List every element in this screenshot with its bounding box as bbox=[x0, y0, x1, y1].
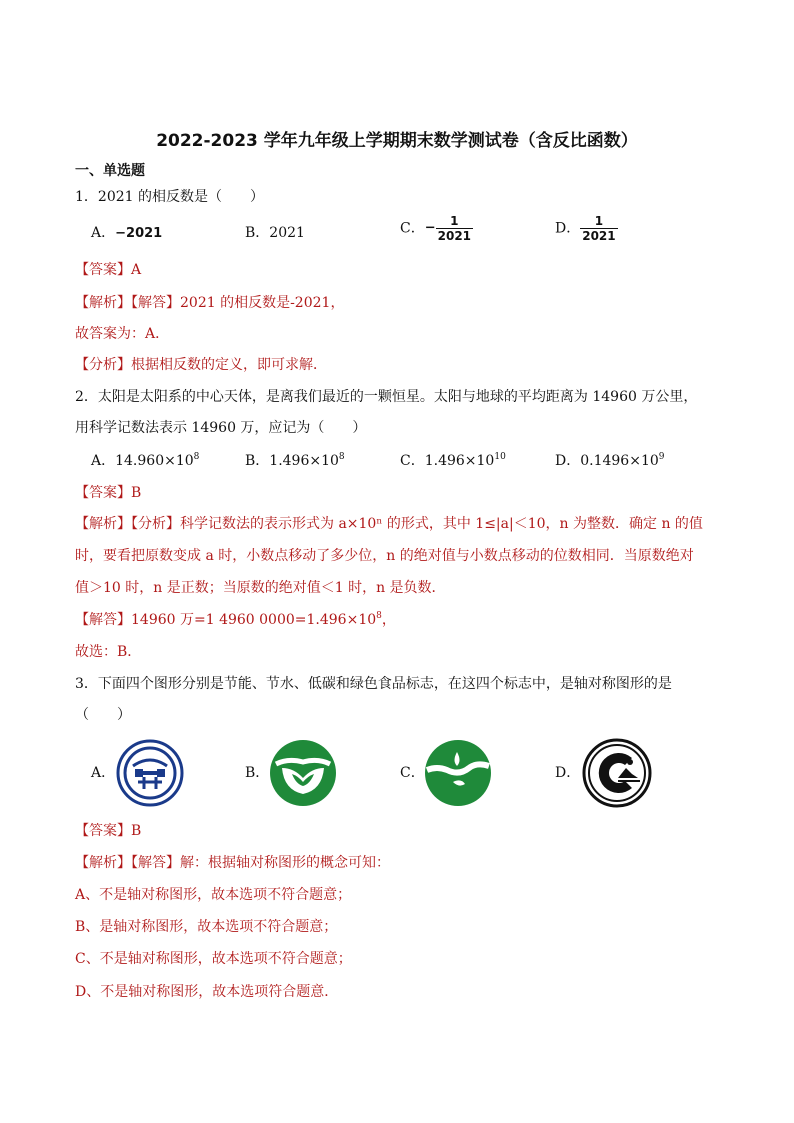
q1-analysis-line: 【解析】【解答】2021 的相反数是-2021， bbox=[75, 295, 345, 311]
q1-option-c-fraction: $\frac{1}{2021}$ bbox=[437, 214, 472, 243]
q3-answer: 【答案】B bbox=[75, 823, 142, 839]
page-title: 2022-2023 学年九年级上学期期末数学测试卷（含反比函数） bbox=[156, 131, 638, 151]
q3-analysis-line: B、是轴对称图形，故本选项不符合题意； bbox=[75, 919, 338, 935]
q2-analysis-line: 时，要看把原数变成 a 时，小数点移动了多少位，n 的绝对值与小数点移动的位数相同．当原数绝对 bbox=[75, 548, 694, 564]
energy-saving-logo-icon bbox=[115, 738, 185, 808]
low-carbon-logo-icon bbox=[423, 738, 493, 808]
q3-option-c-label: C． bbox=[400, 765, 425, 781]
q1-option-c: C．− $\frac{1}{2021}$ bbox=[400, 214, 472, 243]
q3-analysis-line: C、不是轴对称图形，故本选项不符合题意； bbox=[75, 951, 352, 967]
q3-option-a-label: A． bbox=[91, 765, 116, 781]
q2-analysis-line: 故选：B． bbox=[75, 644, 142, 660]
q1-option-a-value: −2021 bbox=[115, 226, 163, 241]
q3-option-b-label: B． bbox=[245, 765, 270, 781]
q3-analysis-line: 【解析】【解答】解：根据轴对称图形的概念可知： bbox=[75, 855, 390, 871]
question-1-stem: 1．2021 的相反数是（ ） bbox=[75, 189, 264, 205]
q1-analysis-line: 【分析】根据相反数的定义，即可求解． bbox=[75, 357, 327, 373]
question-2-stem: 2．太阳是太阳系的中心天体，是离我们最近的一颗恒星。太阳与地球的平均距离为 14960 万公里， bbox=[75, 389, 698, 405]
q2-analysis-line: 值＞10 时，n 是正数；当原数的绝对值＜1 时，n 是负数． bbox=[75, 580, 446, 596]
q2-option-b: B．$1.496\times 10^8$ bbox=[245, 452, 345, 469]
q2-option-d: D．$0.1496\times 10^9$ bbox=[555, 452, 665, 469]
water-saving-logo-icon bbox=[268, 738, 338, 808]
q3-analysis-line: A、不是轴对称图形，故本选项不符合题意； bbox=[75, 887, 352, 903]
q1-option-b: B．2021 bbox=[245, 225, 305, 241]
q1-option-d-fraction: $\frac{1}{2021}$ bbox=[582, 214, 616, 243]
q3-analysis-line: D、不是轴对称图形，故本选项符合题意． bbox=[75, 984, 339, 1000]
q2-analysis-line: 【解析】【分析】科学记数法的表示形式为 a×10ⁿ 的形式，其中 1≤|a|＜10，n 为整数．确定 n 的值 bbox=[75, 516, 703, 532]
q3-option-d-label: D． bbox=[555, 765, 581, 781]
q1-option-d: D． $\frac{1}{2021}$ bbox=[555, 214, 616, 243]
green-food-logo-icon bbox=[582, 738, 652, 808]
question-3-stem: 3．下面四个图形分别是节能、节水、低碳和绿色食品标志，在这四个标志中，是轴对称图形的是 bbox=[75, 676, 672, 692]
q1-answer: 【答案】A bbox=[75, 262, 142, 278]
q1-option-a: A．−2021 bbox=[91, 225, 163, 241]
section-heading: 一、单选题 bbox=[75, 163, 145, 179]
q2-answer: 【答案】B bbox=[75, 485, 142, 501]
question-2-stem: 用科学记数法表示 14960 万，应记为（ ） bbox=[75, 420, 367, 436]
q1-analysis-line: 故答案为：A． bbox=[75, 326, 170, 342]
q2-analysis-line: 【解答】14960 万=1 4960 $0000=1.496\times 10^8$， bbox=[75, 611, 396, 628]
q2-option-a: A．$14.960\times 10^8$ bbox=[91, 452, 200, 469]
question-3-stem: （ ） bbox=[75, 707, 131, 723]
q2-option-c: C．$1.496\times 10^{10}$ bbox=[400, 452, 506, 469]
